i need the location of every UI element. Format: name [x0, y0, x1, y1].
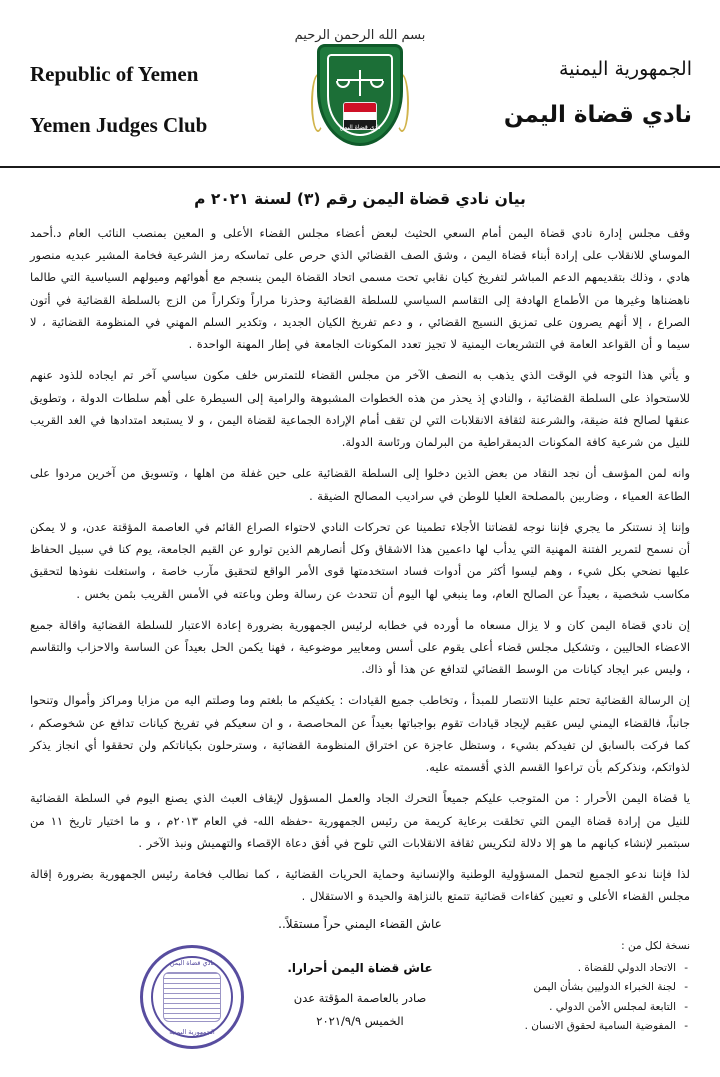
paragraph: يا قضاة اليمن الأحرار : من المتوجب عليكم جميعاً التحرك الجاد والعمل المسؤول لإيقاف العبث الذي يصنع اليوم في السلطة القضائية للنيل من إرادة قضاة اليمن التي تخلقت برعاية كريمة من رئيس الجمهورية -حفظه الله- في العام ٢٠١٣م ، و ما اختيار تاريخ ١١ من سبتمبر لإنشاء كيانهم ما هو إلا دلالة لتكريس ثقافة الانقلابات التي تلوح في أفق دعاة الإقصاء والتهميش ونبذ الآخر . — [30, 791, 690, 850]
paragraph: إن الرسالة القضائية تحتم علينا الانتصار للمبدأ ، وتخاطب جميع القيادات : يكفيكم ما بلغتم وما وصلتم اليه من مزايا ومراكز وأموال وتنحوا جانباً، فالقضاء اليمني ليس عقيم لإيجاد قيادات تقوم بواجباتها بعيداً عن المحاصصة ، و ان سعيكم في تفريخ كيانات تدافع عن شخوصكم ، كما فركت بالسابق لن تفيدكم بشيء ، وستظل عاجزة عن اختراق المنظومة القضائية ، وسترحلون بكياناتكم ولن تحققوا أي انجاز يذكر لذواتكم، ونذكركم بأن تراعوا القسم الذي أقسمته عليه. — [30, 693, 690, 775]
header-english-line1: Republic of Yemen — [30, 62, 199, 86]
yemen-judges-club-emblem — [317, 44, 403, 146]
issued-by: صادر بالعاصمة المؤقتة عدن — [293, 990, 427, 1005]
copies-list — [525, 937, 690, 1037]
page-title: بيان نادي قضاة اليمن رقم (٣) لسنة ٢٠٢١ م — [194, 190, 526, 208]
list-item: - المفوضية السامية لحقوق الانسان . — [525, 1017, 676, 1036]
slogan-primary: عاش القضاء اليمني حراً مستقلاً.. — [278, 916, 442, 931]
stamp-top-text: نادي قضاة اليمن — [169, 958, 215, 967]
signature-block — [294, 987, 427, 1033]
paragraph: وقف مجلس إدارة نادي قضاة اليمن أمام السعي الحثيث لبعض أعضاء مجلس القضاء الأعلى و المعين بمنصب النائب العام د.أحمد الموساي للانقلاب على إرادة أبناء قضاة اليمن ، وشق الصف القضائي الذي حرص على تماسكه رمز الشرعية فخامة المشير عبديه منصور هادي ، وذلك بتقديمهم الدعم المباشر لتفريخ كيان نقابي تحت مسمى اتحاد القضاة اليمن ينسجم مع أهوائهم وميولهم السياسية التي طالما ناهضناها وغيرها من الأطماع الهادفة إلى التقاسم السياسي للسلطة القضائية وحذرنا مراراً وتكراراً من الزج بالسلطة القضائية في أتون الصراع ، إلا أنهم يصرون على تمزيق النسيج القضائي ، و دعم تفريخ الكيان الجديد ، وتكدير السلم المهني في المنظومة القضائية ، لا سيما و أن القواعد العامة في التشريعات اليمنية لا تجيز تعدد المكونات الجامعة في إطار المهنة الواحدة . — [30, 226, 690, 352]
shield-icon — [317, 44, 403, 146]
paragraph: وإننا إذ نستنكر ما يجري فإننا نوجه لقضاتنا الأجلاء تطمينا عن تحركات النادي لاحتواء الصراع القائم في العاصمة المؤقتة عدن، و لا يمكن أن نسمح لتمرير الفتنة المهنية التي يدأب لها داعمين هذا الاشقاق وكل أنصارهم الذين توارو عن القيم الجامعة، يوم كنا في سبيل الحفاظ عليها نضحي بكل شيء ، وهم ليسوا أكثر من أدوات فساد استخدمتها قوى الأمر الواقع لتحقيق مآرب خاصة ، واستغلت نفوذها لتحقيق مكاسب شخصية ، بعيداً عن الصالح العام، وما ينبغي لها اليوم أن تتحدث عن رسالة وطن وباعته في الأمس القريب بثمن بخس . — [30, 519, 690, 601]
issue-date: الخميس ٢٠٢١/٩/٩ — [316, 1013, 404, 1028]
stamp-bottom-text: الجمهورية اليمنية — [169, 1027, 215, 1036]
paragraph: وانه لمن المؤسف أن نجد النقاد من بعض الذين دخلوا إلى السلطة القضائية على حين غفلة من اهلها ، وتسويق من آخرين مردوا على الطاعة العمياء ، وضاربين بالمصلحة العليا للوطن في سراديب المصالح الضيقة . — [30, 466, 690, 503]
list-item: - لجنة الخبراء الدوليين بشأن اليمن — [525, 978, 676, 997]
list-item: - التابعة لمجلس الأمن الدولي . — [525, 998, 676, 1017]
header-english-line2: Yemen Judges Club — [30, 113, 208, 137]
document-body — [0, 222, 720, 908]
header-arabic — [504, 58, 692, 128]
slogan-secondary: عاش قضاة اليمن أحرارا. — [287, 960, 433, 975]
shield-inner — [327, 54, 393, 136]
basmala-text: بسم الله الرحمن الرحيم — [294, 28, 426, 43]
paragraph: و يأتي هذا التوجه في الوقت الذي يذهب به النصف الآخر من مجلس القضاء للتمترس خلف مكون سياسي آخر تم ايجاده للذود عنهم للاستحواذ على السلطة القضائية ، والنادي إذ يحذر من هذه الخطوات المشبوهة والرامية إلى السيطرة على أهم سلطات الدولة ، وتطويق عنقها لصالح فئة ضيقة، والشرعنة لثقافة الانقلابات التي لن تقف أمام الإرادة الجماعية لقضاة اليمن ، و لا يستبعد امتدادها في الغد القريب للنيل من شرعية كافة المكونات الديمقراطية من البرلمان ورئاسة الدولة. — [30, 368, 690, 450]
list-item: - الاتحاد الدولي للقضاة . — [525, 959, 676, 978]
paragraph: لذا فإننا ندعو الجميع لتحمل المسؤولية الوطنية والإنسانية وحماية الحريات القضائية ، كما نطالب فخامة رئيس الجمهورية بضرورة إقالة مجلس القضاء الأعلى و تعيين كفاءات قضائية تتمتع بالنزاهة والحيدة و الاستقلال . — [30, 867, 690, 904]
header-arabic-line2: نادي قضاة اليمن — [503, 102, 692, 128]
scales-of-justice-icon — [337, 68, 383, 98]
emblem-caption: نادي قضاة اليمن — [339, 124, 381, 131]
header-english — [30, 62, 207, 138]
paragraph: إن نادي قضاة اليمن كان و لا يزال مسعاه ما أورده في خطابه لرئيس الجمهورية بضرورة إعادة الاعتبار للسلطة القضائية واقالة جميع الاعضاء الحاليين ، وتشكيل مجلس قضاء أعلى يقوم على أسس ومعايير موضوعية ، فهنا يكمن الحل بعيداً عن الساسة والاحزاب والتقاسم ، وليس عبر ايجاد كيانات من الوسط القضائي لتدافع عن هذا أو ذاك. — [30, 617, 690, 677]
copies-heading: نسخة لكل من : — [621, 939, 690, 952]
official-stamp — [140, 945, 244, 1049]
document-header — [0, 0, 720, 168]
header-arabic-line1: الجمهورية اليمنية — [558, 58, 692, 80]
document-footer — [0, 917, 720, 1077]
